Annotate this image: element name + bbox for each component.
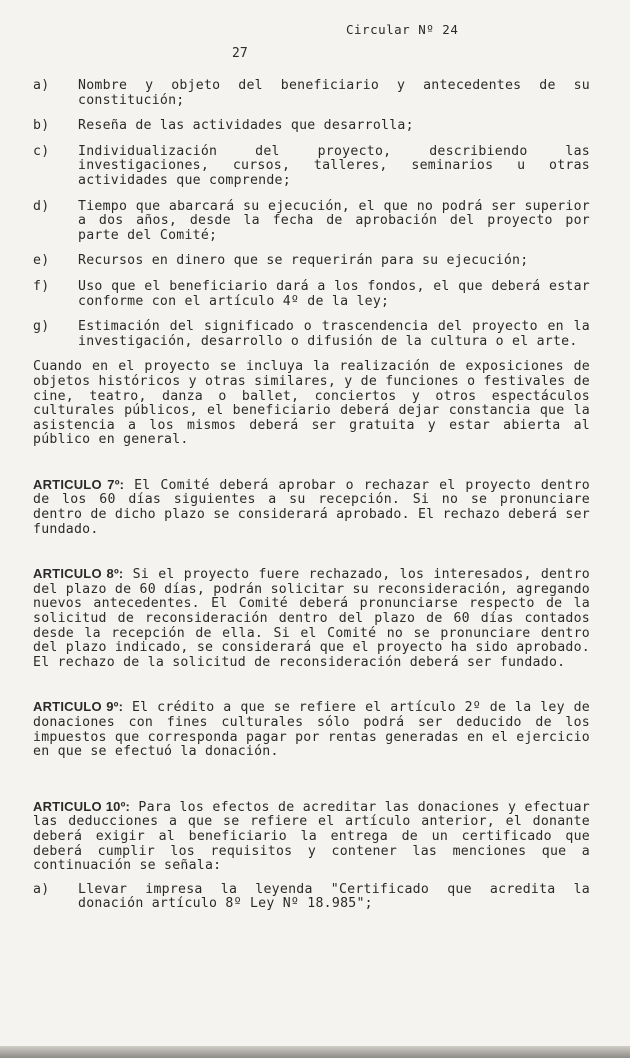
article-10-text: Para los efectos de acreditar las donaciones y efectuar las deducciones a que se refiere el artículo anterior, el donante deberá exigir al beneficiario la entrega de un certificado que deberá cumplir los requisitos y contener las menciones que a continuación se señala: xyxy=(33,799,590,874)
list-item-letter: f) xyxy=(33,278,50,294)
list-item-letter: b) xyxy=(33,118,50,134)
article-7-heading: ARTICULO 7º: xyxy=(33,476,125,492)
list-item-text: Estimación del significado o trascendencia del proyecto en la investigación, desarrollo o difusión de la cultura o el arte. xyxy=(78,319,590,349)
list-item xyxy=(33,280,590,309)
paragraph-cuando: Cuando en el proyecto se incluya la realización de exposiciones de objetos históricos y otras similares, y de funciones o festivales de cine, teatro, danza o ballet, conciertos y otros espectáculos culturales públicos, el beneficiario deberá dejar constancia que la asistencia a los mismos deberá ser gratuita y estar abierta al público en general. xyxy=(33,359,590,448)
list-item xyxy=(33,883,590,912)
circular-number: Circular Nº 24 xyxy=(346,22,459,37)
list-item-text: Uso que el beneficiario dará a los fondos, el que deberá estar conforme con el artículo 4º de la ley; xyxy=(78,278,590,309)
list-item-text: Reseña de las actividades que desarrolla; xyxy=(78,118,414,134)
list-item-text: Individualización del proyecto, describiendo las investigaciones, cursos, talleres, seminarios u otras actividades que comprende; xyxy=(78,143,590,188)
list-item-letter: e) xyxy=(33,253,50,269)
scan-edge xyxy=(0,1046,630,1058)
article-9-text: El crédito a que se refiere el artículo 2º de la ley de donaciones con fines culturales sólo podrá ser deducido de los impuestos que corresponda pagar por rentas generadas en el ejercicio en que se efectuó la donación. xyxy=(33,700,590,760)
article-8-heading: ARTICULO 8º: xyxy=(33,566,124,582)
article-9 xyxy=(33,700,590,759)
list-item xyxy=(33,200,590,244)
list-item-text: Tiempo que abarcará su ejecución, el que no podrá ser superior a dos años, desde la fecha de aprobación del proyecto por parte del Comité; xyxy=(78,198,590,243)
article-7-text: El Comité deberá aprobar o rechazar el proyecto dentro de los 60 días siguientes a su recepción. Si no se pronunciare dentro de dicho plazo se considerará aprobado. El rechazo deberá ser fundado. xyxy=(33,477,590,537)
article-10-heading: ARTICULO 10º: xyxy=(33,798,131,814)
list-item xyxy=(33,145,590,189)
list-item xyxy=(33,254,590,269)
list-item-letter: a) xyxy=(33,881,50,897)
article-7 xyxy=(33,478,590,537)
list-item xyxy=(33,119,590,134)
article-8 xyxy=(33,567,590,670)
list-item xyxy=(33,320,590,349)
document-body xyxy=(33,79,590,923)
list-item-letter: c) xyxy=(33,143,50,159)
list-item-text: Nombre y objeto del beneficiario y antecedentes de su constitución; xyxy=(78,78,590,108)
article-8-text: Si el proyecto fuere rechazado, los interesados, dentro del plazo de 60 días, podrán solicitar su reconsideración, agregando nuevos antecedentes. El Comité deberá pronunciarse respecto de la solicitud de reconsideración dentro del plazo de 60 días contados desde la recepción de ella. Si el Comité no se pronunciare dentro del plazo indicado, se considerará que el proyecto ha sido aprobado. El rechazo de la solicitud de reconsideración deberá ser fundado. xyxy=(33,567,590,670)
list-item-letter: a) xyxy=(33,78,50,93)
list-item xyxy=(33,79,590,108)
list-item-letter: g) xyxy=(33,319,50,335)
article-9-heading: ARTICULO 9º: xyxy=(33,699,124,715)
list-item-text: Llevar impresa la leyenda "Certificado que acredita la donación artículo 8º Ley Nº 18.985"; xyxy=(78,881,590,912)
article-10 xyxy=(33,800,590,874)
list-item-text: Recursos en dinero que se requerirán para su ejecución; xyxy=(78,253,529,269)
list-item-letter: d) xyxy=(33,198,50,214)
page-number: 27 xyxy=(232,46,248,61)
